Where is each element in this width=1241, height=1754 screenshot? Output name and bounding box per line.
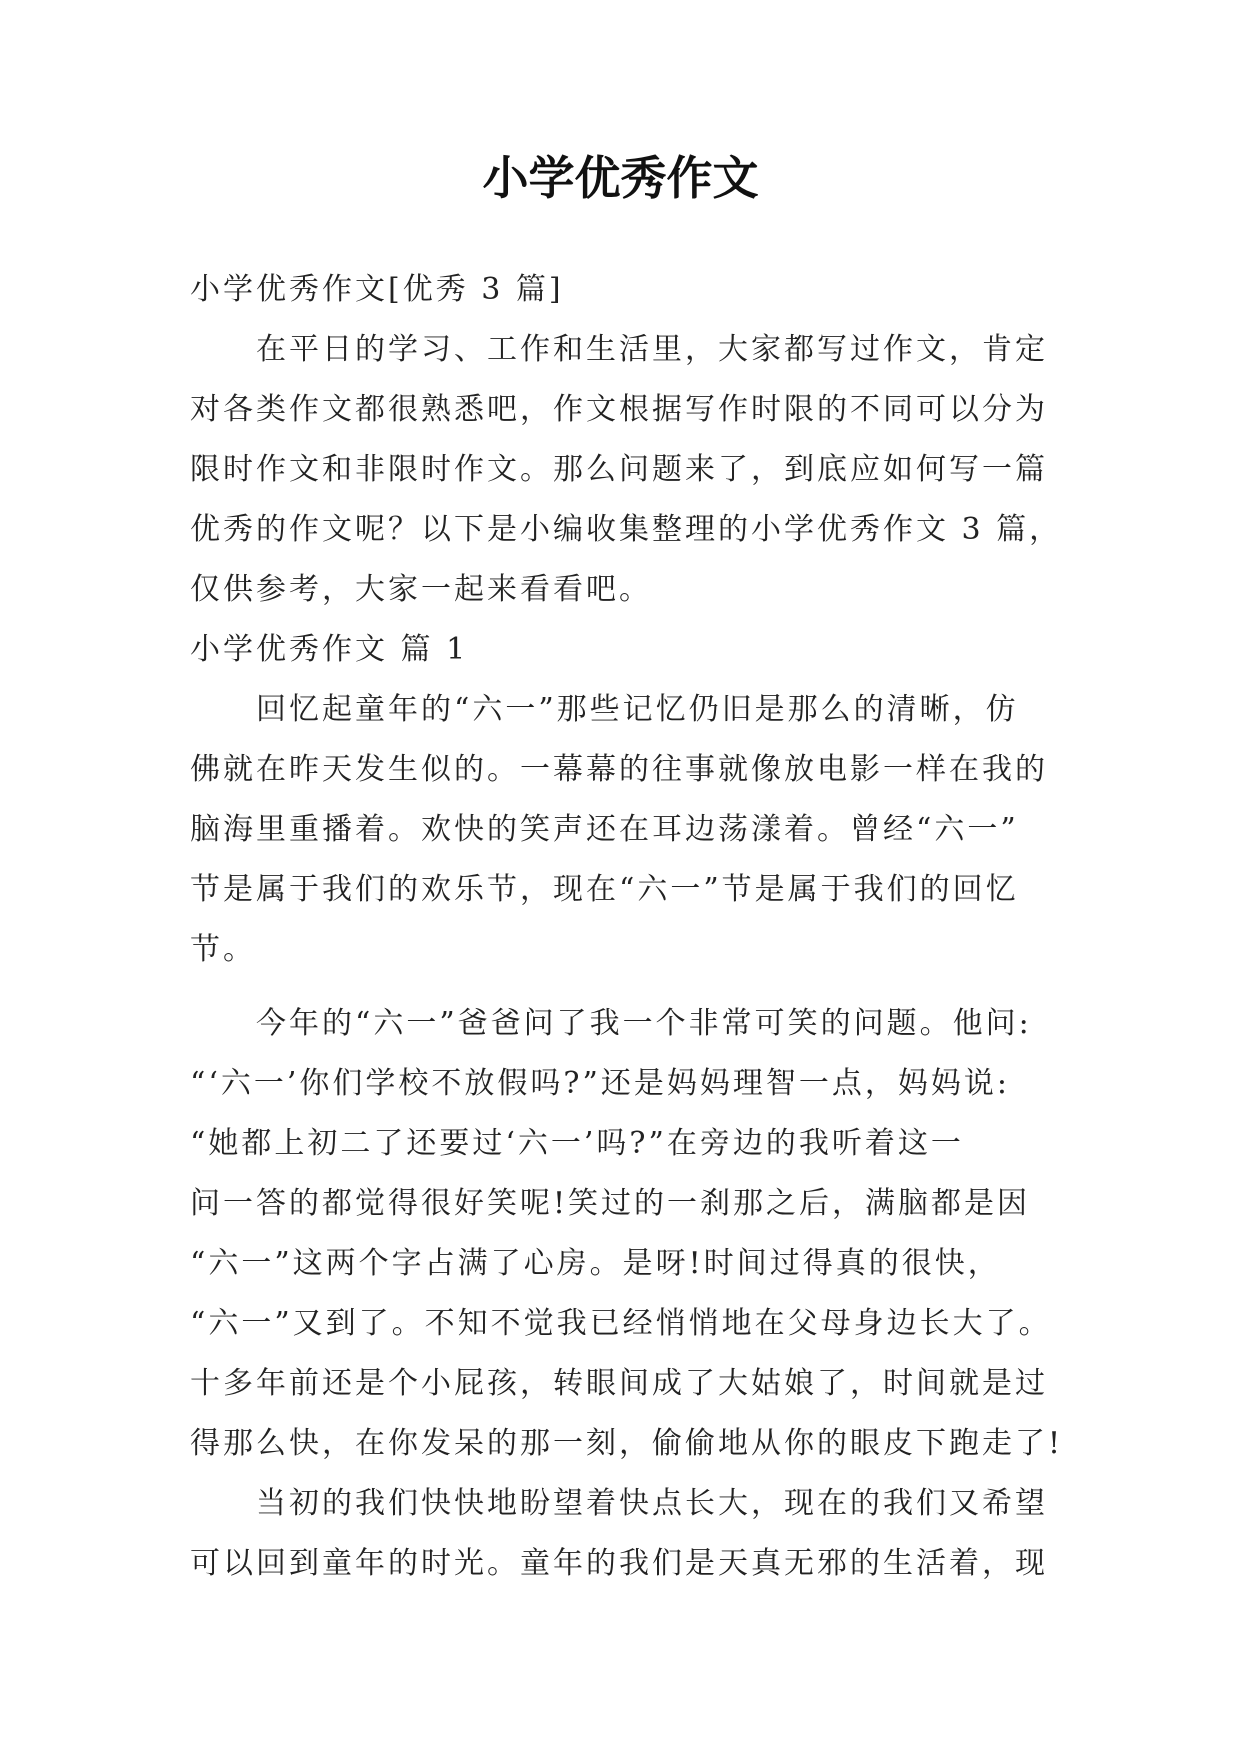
paragraph-1-line-3: 脑海里重播着。欢快的笑声还在耳边荡漾着。曾经“六一” [190, 812, 1019, 847]
paragraph-3-line-1: 当初的我们快快地盼望着快点长大，现在的我们又希望 [256, 1486, 1048, 1521]
paragraph-2-line-8: 得那么快，在你发呆的那一刻，偷偷地从你的眼皮下跑走了! [190, 1426, 1064, 1461]
subtitle-line: 小学优秀作文[优秀 3 篇] [190, 272, 564, 307]
paragraph-2-line-6: “六一”又到了。不知不觉我已经悄悄地在父母身边长大了。 [190, 1306, 1052, 1341]
paragraph-2-line-2: “‘六一’你们学校不放假吗?”还是妈妈理智一点，妈妈说: [190, 1066, 1010, 1101]
intro-line-4: 优秀的作文呢？以下是小编收集整理的小学优秀作文 3 篇， [190, 512, 1063, 547]
paragraph-2-line-7: 十多年前还是个小屁孩，转眼间成了大姑娘了，时间就是过 [190, 1366, 1048, 1401]
paragraph-2-line-1: 今年的“六一”爸爸问了我一个非常可笑的问题。他问: [256, 1006, 1032, 1041]
intro-line-5: 仅供参考，大家一起来看看吧。 [190, 572, 652, 607]
paragraph-3-line-2: 可以回到童年的时光。童年的我们是天真无邪的生活着，现 [190, 1546, 1048, 1581]
paragraph-1-line-1: 回忆起童年的“六一”那些记忆仍旧是那么的清晰，仿 [256, 692, 1019, 727]
paragraph-2-line-4: 问一答的都觉得很好笑呢!笑过的一刹那之后，满脑都是因 [190, 1186, 1031, 1221]
paragraph-2-line-5: “六一”这两个字占满了心房。是呀!时间过得真的很快， [190, 1246, 1001, 1281]
paragraph-1-line-2: 佛就在昨天发生似的。一幕幕的往事就像放电影一样在我的 [190, 752, 1048, 787]
section-heading: 小学优秀作文 篇 1 [190, 632, 469, 667]
intro-line-3: 限时作文和非限时作文。那么问题来了，到底应如何写一篇 [190, 452, 1048, 487]
intro-line-1: 在平日的学习、工作和生活里，大家都写过作文，肯定 [256, 332, 1048, 367]
document-body [190, 260, 1064, 1594]
paragraph-1-line-5: 节。 [190, 932, 256, 967]
paragraph-1-line-4: 节是属于我们的欢乐节，现在“六一”节是属于我们的回忆 [190, 872, 1019, 907]
intro-line-2: 对各类作文都很熟悉吧，作文根据写作时限的不同可以分为 [190, 392, 1048, 427]
document-title: 小学优秀作文 [482, 151, 759, 205]
paragraph-2-line-3: “她都上初二了还要过‘六一’吗?”在旁边的我听着这一 [190, 1126, 964, 1161]
